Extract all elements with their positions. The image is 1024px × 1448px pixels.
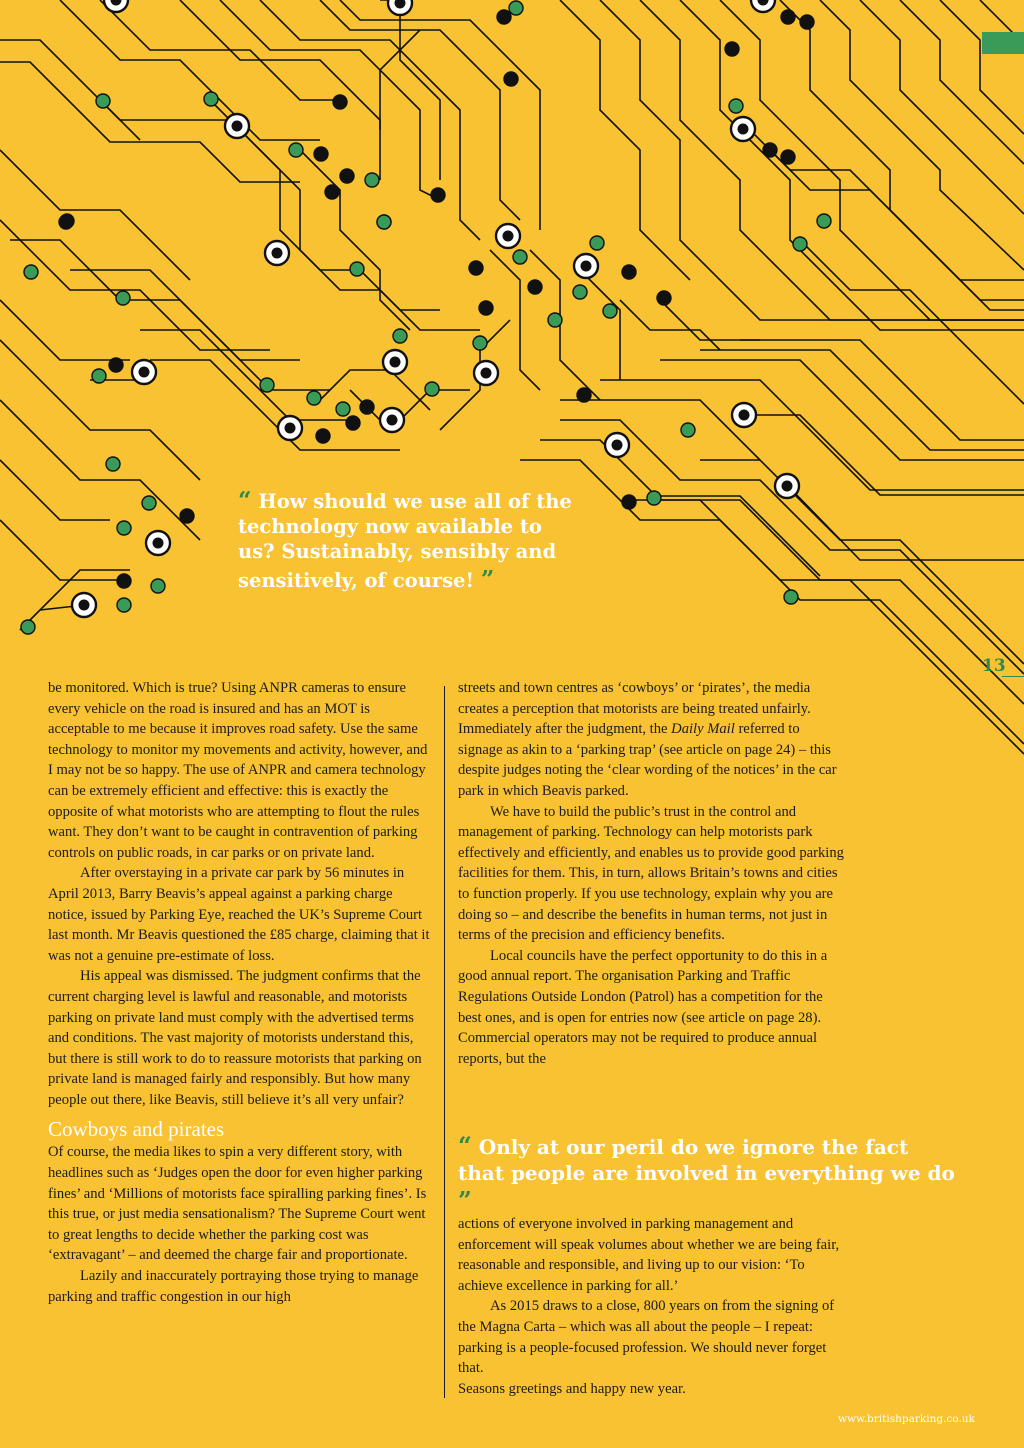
black-pad (479, 301, 493, 315)
green-pad (151, 579, 165, 593)
black-pad (109, 358, 123, 372)
black-pad (346, 416, 360, 430)
pullquote-people (458, 1131, 958, 1217)
green-pad (117, 521, 131, 535)
pullquote-technology (238, 486, 578, 594)
circuit-trace (660, 496, 820, 576)
black-pad (725, 42, 739, 56)
circuit-trace (240, 130, 480, 330)
circuit-trace (320, 370, 430, 410)
green-pad (784, 590, 798, 604)
green-pad (377, 215, 391, 229)
paragraph: After overstaying in a private car park by 56 minutes in April 2013, Barry Beavis’s appeal against a parking charge notice, issued by Parking Eye, reached the UK’s Supreme Court last month. Mr Beavis questioned the £85 charge, claiming that it was not a genuine pre-estimate of loss. (48, 865, 430, 964)
circuit-trace (620, 300, 720, 350)
green-pad (509, 1, 523, 15)
green-pad (92, 369, 106, 383)
black-pad (577, 388, 591, 402)
page-number: 13 (982, 656, 1006, 676)
via-center (612, 440, 623, 451)
paragraph: As 2015 draws to a close, 800 years on from the signing of the Magna Carta – which was all about the people – I repeat: parking is a people-focused profession. We should never forget that. (458, 1298, 835, 1377)
green-pad (603, 304, 617, 318)
close-quote-icon: ” (458, 1186, 472, 1216)
circuit-trace (0, 150, 190, 280)
green-pad (425, 382, 439, 396)
black-pad (622, 265, 636, 279)
green-pad (289, 143, 303, 157)
via-center (503, 231, 514, 242)
via-center (782, 481, 793, 492)
paragraph: His appeal was dismissed. The judgment confirms that the current charging level is lawful and reasonable, and motorists parking on private land must comply with the advertised terms and conditions. The vast majority of motorists understand this, but there is still work to do to reassure motorists that parking on private land is managed fairly and responsibly. But how many people out there, like Beavis, still believe it’s all very unfair? (48, 968, 422, 1108)
black-pad (781, 150, 795, 164)
green-pad (513, 250, 527, 264)
via-center (153, 538, 164, 549)
article-column-right-top (458, 678, 846, 1069)
black-pad (117, 574, 131, 588)
green-pad (307, 391, 321, 405)
green-pad (142, 496, 156, 510)
black-pad (340, 169, 354, 183)
circuit-trace (660, 360, 1024, 460)
article-column-left (48, 678, 434, 1307)
paragraph: Lazily and inaccurately portraying those trying to manage parking and traffic congestion in our high (48, 1268, 419, 1305)
green-pad (106, 457, 120, 471)
green-pad (116, 291, 130, 305)
via-center (387, 415, 398, 426)
via-center (285, 423, 296, 434)
circuit-trace (720, 0, 1024, 320)
green-pad (473, 336, 487, 350)
circuit-trace (0, 520, 120, 580)
via-center (232, 121, 243, 132)
black-pad (325, 185, 339, 199)
green-pad (590, 236, 604, 250)
black-pad (800, 15, 814, 29)
circuit-trace (740, 120, 1024, 280)
circuit-trace (560, 0, 690, 280)
black-pad (504, 72, 518, 86)
circuit-trace (740, 340, 1024, 440)
green-pad (204, 92, 218, 106)
pullquote-text: Only at our peril do we ignore the fact that people are involved in everything we do (458, 1135, 955, 1186)
paragraph: be monitored. Which is true? Using ANPR cameras to ensure every vehicle on the road is insured and has an MOT is acceptable to me because it improves road safety. Use the same technology to monitor my movements and activity, however, and I may not be so happy. The use of ANPR and camera technology can be extremely efficient and effective: this is exactly the opposite of what motorists who are attempting to flout the rules want. They don’t want to be caught in contravention of parking controls on public roads, in car parks or on private land. (48, 680, 428, 861)
black-pad (360, 400, 374, 414)
open-quote-icon: “ (238, 486, 252, 514)
paragraph: We have to build the public’s trust in the control and management of parking. Technology can help motorists park effectively and efficiently, and enables us to provide good parking facilities for them. This, in turn, allows Britain’s towns and cities to function properly. If you use technology, explain why you are doing so – and describe the benefits in human terms, not just in terms of the precision and efficiency benefits. (458, 803, 844, 944)
paragraph: actions of everyone involved in parking management and enforcement will speak volumes about whether we are being fair, reasonable and responsible, and living up to our vision: ‘To achieve excellence in parking for all.’ (458, 1216, 840, 1294)
green-pad (573, 285, 587, 299)
black-pad (333, 95, 347, 109)
black-pad (316, 429, 330, 443)
green-pad (647, 491, 661, 505)
green-pad (24, 265, 38, 279)
black-pad (781, 10, 795, 24)
via-center (581, 261, 592, 272)
green-pad (365, 173, 379, 187)
paragraph: Seasons greetings and happy new year. (458, 1380, 686, 1397)
circuit-trace (0, 460, 110, 520)
footer-url: www.britishparking.co.uk (838, 1413, 975, 1425)
circuit-trace (600, 380, 1024, 490)
green-pad (393, 329, 407, 343)
circuit-trace (0, 300, 130, 360)
open-quote-icon: “ (458, 1131, 472, 1160)
green-pad (548, 313, 562, 327)
circuit-trace (0, 340, 200, 480)
black-pad (431, 188, 445, 202)
circuit-trace (580, 270, 620, 380)
circuit-trace (0, 40, 230, 120)
green-pad (260, 378, 274, 392)
subheading: Cowboys and pirates (48, 1117, 225, 1142)
pullquote-text: How should we use all of the technology now available to us? Sustainably, sensibly and sensitively, of course! (238, 490, 572, 592)
circuit-trace (140, 330, 360, 420)
circuit-trace (788, 486, 1024, 560)
via-center (272, 248, 283, 259)
circuit-trace (560, 400, 760, 460)
circuit-trace (0, 62, 300, 182)
green-pad (21, 620, 35, 634)
close-quote-icon: ” (480, 564, 495, 593)
black-pad (657, 291, 671, 305)
green-pad (729, 99, 743, 113)
via-center (738, 124, 749, 135)
black-pad (528, 280, 542, 294)
black-pad (180, 509, 194, 523)
black-pad (763, 143, 777, 157)
article-column-right-bottom (458, 1214, 846, 1399)
column-divider (444, 686, 445, 1398)
black-pad (469, 261, 483, 275)
circuit-trace (940, 0, 1024, 134)
publication-name: Daily Mail (671, 721, 735, 738)
page-number-rule (1002, 676, 1024, 677)
black-pad (59, 215, 73, 229)
black-pad (314, 147, 328, 161)
green-pad (117, 598, 131, 612)
via-center (390, 357, 401, 368)
green-pad (817, 214, 831, 228)
paragraph (458, 678, 846, 802)
circuit-trace (600, 0, 1024, 320)
green-pad (96, 94, 110, 108)
via-center (481, 368, 492, 379)
paragraph-text: referred to signage as akin to a ‘parking trap’ (see article on page 24) – this despite judges noting the ‘clear wording of the notices’ in the car park in which Beavis parked. (458, 721, 837, 799)
green-pad (350, 262, 364, 276)
circuit-trace (800, 240, 1024, 404)
via-center (739, 410, 750, 421)
circuit-trace (700, 350, 1024, 450)
section-tab-marker (982, 32, 1024, 54)
circuit-trace (380, 0, 440, 180)
black-pad (497, 10, 511, 24)
green-pad (336, 402, 350, 416)
via-center (139, 367, 150, 378)
paragraph: Local councils have the perfect opportunity to do this in a good annual report. The organisation Parking and Traffic Regulations Outside London (Patrol) has a competition for the best ones, and is open for entries now (see article on page 28). Commercial operators may not be required to produce annual reports, but the (458, 947, 828, 1067)
green-pad (681, 423, 695, 437)
paragraph: Of course, the media likes to spin a very different story, with headlines such as ‘Judges open the door for even higher parking fines’ and ‘Millions of motorists face spiralling parking fines’. Is this true, or just media sensationalism? The Supreme Court went to great lengths to decide whether the parking cost was ‘extravagant’ – and deemed the charge fair and proportionate. (48, 1144, 427, 1264)
circuit-trace (0, 400, 200, 540)
via-center (79, 600, 90, 611)
paragraph-text: streets and town centres as ‘cowboys’ or ‘pirates’, the media creates a perception that motorists are being treated unfairly. Immediately after the judgment, the (458, 680, 811, 738)
black-pad (622, 495, 636, 509)
green-pad (793, 237, 807, 251)
